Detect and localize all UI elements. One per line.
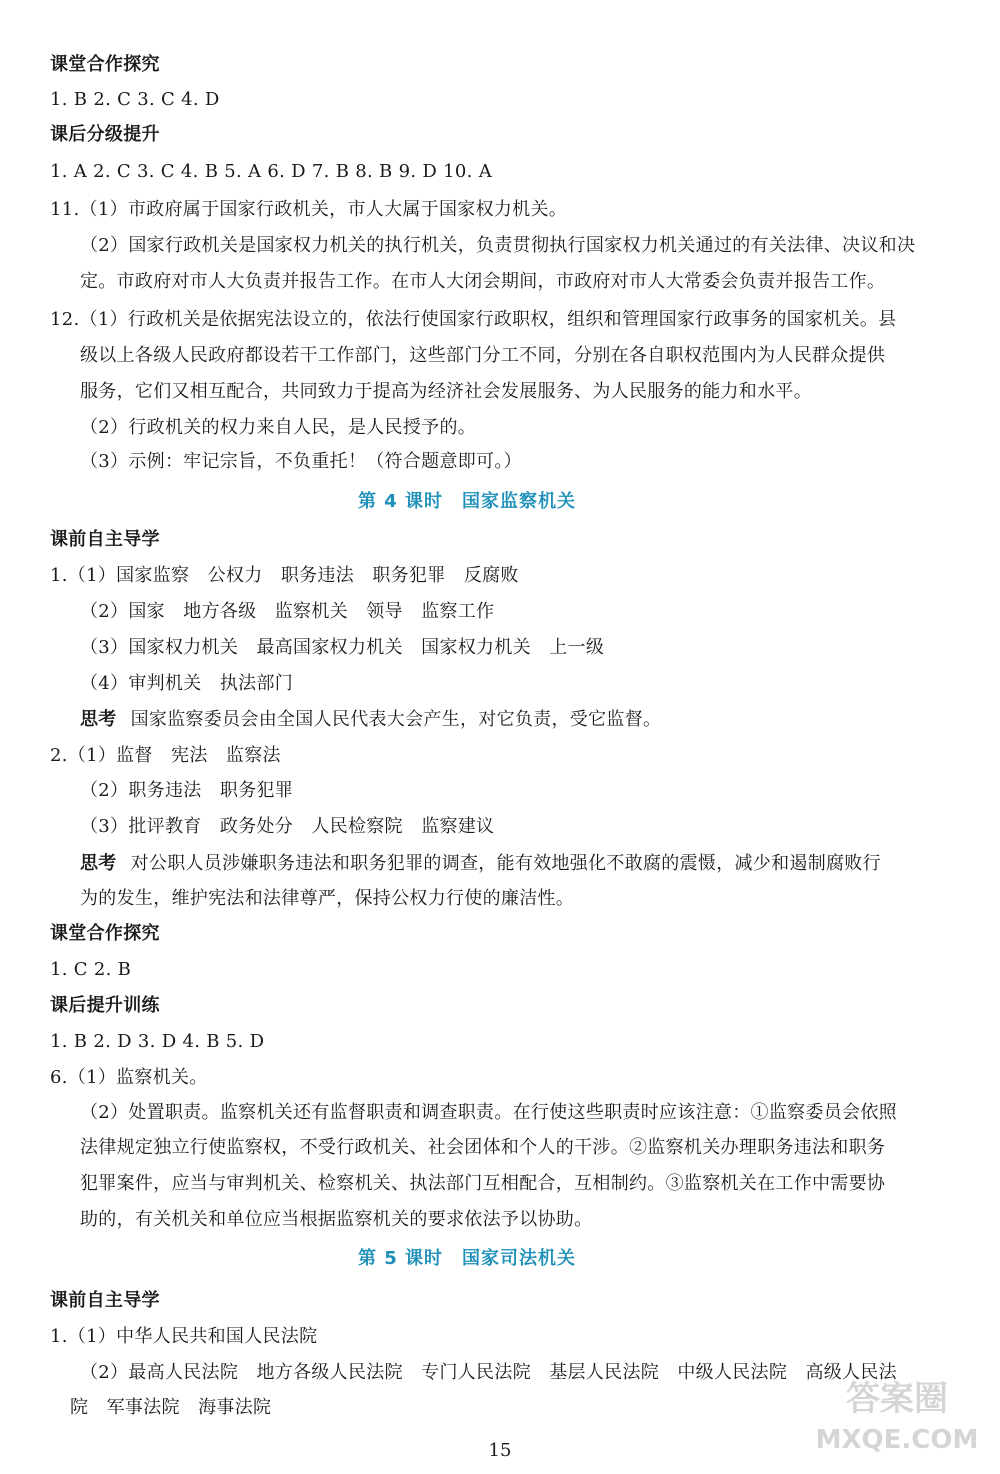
lesson4-q2-1: 2.（1）监督 宪法 监察法 <box>50 745 281 766</box>
q11-line1: 11.（1）市政府属于国家行政机关，市人大属于国家权力机关。 <box>50 199 568 220</box>
lesson4-heading-kh: 课后提升训练 <box>50 995 160 1016</box>
answers-ketang: 1. B 2. C 3. C 4. D <box>50 89 220 110</box>
lesson4-q1-3: （3）国家权力机关 最高国家权力机关 国家权力机关 上一级 <box>80 637 605 658</box>
lesson4-think2-line2: 为的发生，维护宪法和法律尊严，保持公权力行使的廉洁性。 <box>80 888 575 909</box>
lesson4-title: 第 4 课时 国家监察机关 <box>358 491 577 512</box>
watermark-logo-icon <box>815 1370 979 1460</box>
think-label: 思考 <box>80 853 117 874</box>
lesson4-q6-4: 犯罪案件，应当与审判机关、检察机关、执法部门互相配合，互相制约。③监察机关在工作中需要协 <box>80 1173 886 1194</box>
q11-line3: 定。市政府对市人大负责并报告工作。在市人大闭会期间，市政府对市人大常委会负责并报告工作。 <box>80 271 886 292</box>
lesson4-q6-1: 6.（1）监察机关。 <box>50 1067 208 1088</box>
heading-kehou: 课后分级提升 <box>50 124 160 145</box>
lesson5-q1-1: 1.（1）中华人民共和国人民法院 <box>50 1326 318 1347</box>
watermark-en: MXQE.COM <box>815 1425 979 1455</box>
watermark-cn: 答案圈 <box>846 1379 948 1419</box>
lesson4-q6-5: 助的，有关机关和单位应当根据监察机关的要求依法予以协助。 <box>80 1209 593 1230</box>
think-text: 国家监察委员会由全国人民代表大会产生，对它负责，受它监督。 <box>130 709 662 730</box>
lesson4-q6-2: （2）处置职责。监察机关还有监督职责和调查职责。在行使这些职责时应该注意：①监察委员会依照 <box>80 1102 897 1123</box>
lesson5-q1-2: （2）最高人民法院 地方各级人民法院 专门人民法院 基层人民法院 中级人民法院 高级人民法 <box>80 1362 897 1383</box>
lesson4-answers-kt: 1. C 2. B <box>50 959 132 980</box>
q11-line2: （2）国家行政机关是国家权力机关的执行机关，负责贯彻执行国家权力机关通过的有关法律、决议和决 <box>80 235 916 256</box>
lesson4-think1 <box>80 708 661 732</box>
lesson5-title: 第 5 课时 国家司法机关 <box>358 1248 577 1269</box>
lesson4-q1-2: （2）国家 地方各级 监察机关 领导 监察工作 <box>80 601 495 622</box>
lesson4-q1-1: 1.（1）国家监察 公权力 职务违法 职务犯罪 反腐败 <box>50 565 519 586</box>
lesson4-heading-kq: 课前自主导学 <box>50 529 160 550</box>
lesson4-q1-4: （4）审判机关 执法部门 <box>80 673 294 694</box>
heading-ketang: 课堂合作探究 <box>50 54 160 75</box>
lesson4-q2-2: （2）职务违法 职务犯罪 <box>80 780 294 801</box>
q12-line4: （2）行政机关的权力来自人民，是人民授予的。 <box>80 417 477 438</box>
answers-kehou: 1. A 2. C 3. C 4. B 5. A 6. D 7. B 8. B 9. D 10. A <box>50 161 492 182</box>
page-number: 15 <box>488 1440 512 1461</box>
lesson4-heading-kt: 课堂合作探究 <box>50 923 160 944</box>
q12-line3: 服务，它们又相互配合，共同致力于提高为经济社会发展服务、为人民服务的能力和水平。 <box>80 381 812 402</box>
lesson4-q2-3: （3）批评教育 政务处分 人民检察院 监察建议 <box>80 816 495 837</box>
q12-line1: 12.（1）行政机关是依据宪法设立的，依法行使国家行政职权，组织和管理国家行政事务的国家机关。县 <box>50 309 897 330</box>
q12-line2: 级以上各级人民政府都设若干工作部门，这些部门分工不同，分别在各自职权范围内为人民群众提供 <box>80 345 886 366</box>
lesson4-q6-3: 法律规定独立行使监察权，不受行政机关、社会团体和个人的干涉。②监察机关办理职务违法和职务 <box>80 1137 886 1158</box>
think-text: 对公职人员涉嫌职务违法和职务犯罪的调查，能有效地强化不敢腐的震慑，减少和遏制腐败行 <box>130 853 881 874</box>
lesson5-q1-3: 院 军事法院 海事法院 <box>70 1397 272 1418</box>
lesson4-think2 <box>80 852 881 876</box>
q12-line5: （3）示例：牢记宗旨，不负重托！（符合题意即可。） <box>80 451 522 472</box>
think-label: 思考 <box>80 709 117 730</box>
lesson5-heading-kq: 课前自主导学 <box>50 1290 160 1311</box>
lesson4-answers-kh: 1. B 2. D 3. D 4. B 5. D <box>50 1031 265 1052</box>
